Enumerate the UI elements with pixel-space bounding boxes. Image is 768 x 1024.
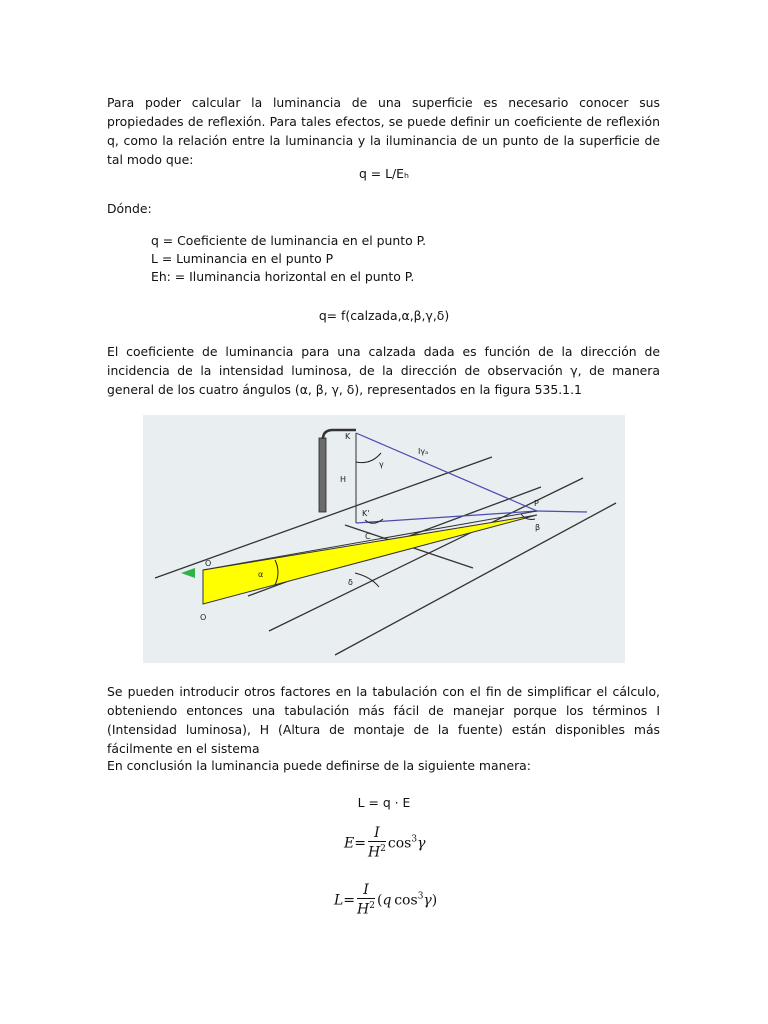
eye-icon	[181, 568, 195, 578]
eq-e-numerator: I	[368, 826, 386, 842]
eq-e-lhs: E=	[344, 835, 366, 852]
label-h: H	[340, 475, 347, 484]
intro-paragraph: Para poder calcular la luminancia de una superficie es necesario conocer sus propiedades de reflexión. Para tales efectos, se puede definir un coeficiente de reflexión q, como la relación entre la luminancia y la iluminancia de un punto de la superficie de tal modo que:	[107, 95, 660, 167]
label-k-prime: K'	[362, 509, 370, 518]
equation-l: L= $\frac{I}{H^2}$ (q $\cos^3\gamma$)	[334, 882, 438, 918]
label-k: K	[345, 432, 351, 441]
formula-q: q = L/Eₕ	[358, 166, 410, 181]
formula-l-qe: L = q · E	[357, 795, 411, 810]
eq-l-denominator: $H^2$	[357, 901, 375, 918]
eq-e-denominator: $H^2$	[367, 844, 386, 861]
label-beta: β	[535, 523, 541, 532]
label-o-bottom: O	[200, 613, 207, 622]
donde-label: Dónde:	[107, 201, 152, 216]
label-o-top: O	[205, 559, 212, 568]
gamma-arc	[356, 453, 381, 463]
label-alpha: α	[258, 570, 264, 579]
definition-eh: Eh: = Iluminancia horizontal en el punto P.	[151, 269, 415, 284]
label-delta: δ	[348, 578, 353, 587]
eq-e-fraction	[368, 826, 386, 861]
definition-l: L = Luminancia en el punto P	[151, 251, 334, 266]
incidence-ray	[356, 433, 537, 511]
eq-e-gamma: γ	[417, 835, 426, 852]
label-p: P	[534, 499, 539, 508]
label-gamma: γ	[379, 460, 384, 469]
observation-triangle	[203, 515, 537, 604]
figure-535-1-1	[143, 415, 625, 663]
definitions-list	[151, 232, 651, 286]
definition-q: q = Coeficiente de luminancia en el punto P.	[151, 233, 427, 248]
eq-e-cos: cos	[387, 835, 412, 852]
eq-l-lhs: L=	[334, 892, 356, 909]
eq-l-numerator: I	[357, 883, 375, 899]
lamp-post	[319, 430, 356, 512]
paragraph-conclusion: En conclusión la luminancia puede definirse de la siguiente manera:	[107, 758, 531, 773]
eq-l-fraction	[357, 883, 375, 918]
paragraph-angles: El coeficiente de luminancia para una calzada dada es función de la dirección de incidencia de la intensidad luminosa, de la dirección de observación γ, de manera general de los cuatro ángulos (α, β, γ, δ), representados en la figura 535.1.1	[107, 344, 660, 397]
delta-arc	[355, 573, 379, 587]
figure-diagram	[143, 415, 625, 663]
observation-ray	[537, 511, 587, 512]
paragraph-tabulation: Se pueden introducir otros factores en la tabulación con el fin de simplificar el cálculo, obteniendo entonces una tabulación más fácil de manejar porque los términos I (Intensidad luminosa), H (Altura de montaje de la fuente) están disponibles más fácilmente en el sistema	[107, 684, 660, 756]
equation-e: E= $\frac{I}{H^2}$ $\cos^3\gamma$	[344, 825, 426, 861]
label-i-gamma: Iγₐ	[418, 447, 429, 456]
formula-function: q= f(calzada,α,β,γ,δ)	[318, 308, 450, 323]
label-c: C	[365, 532, 371, 541]
